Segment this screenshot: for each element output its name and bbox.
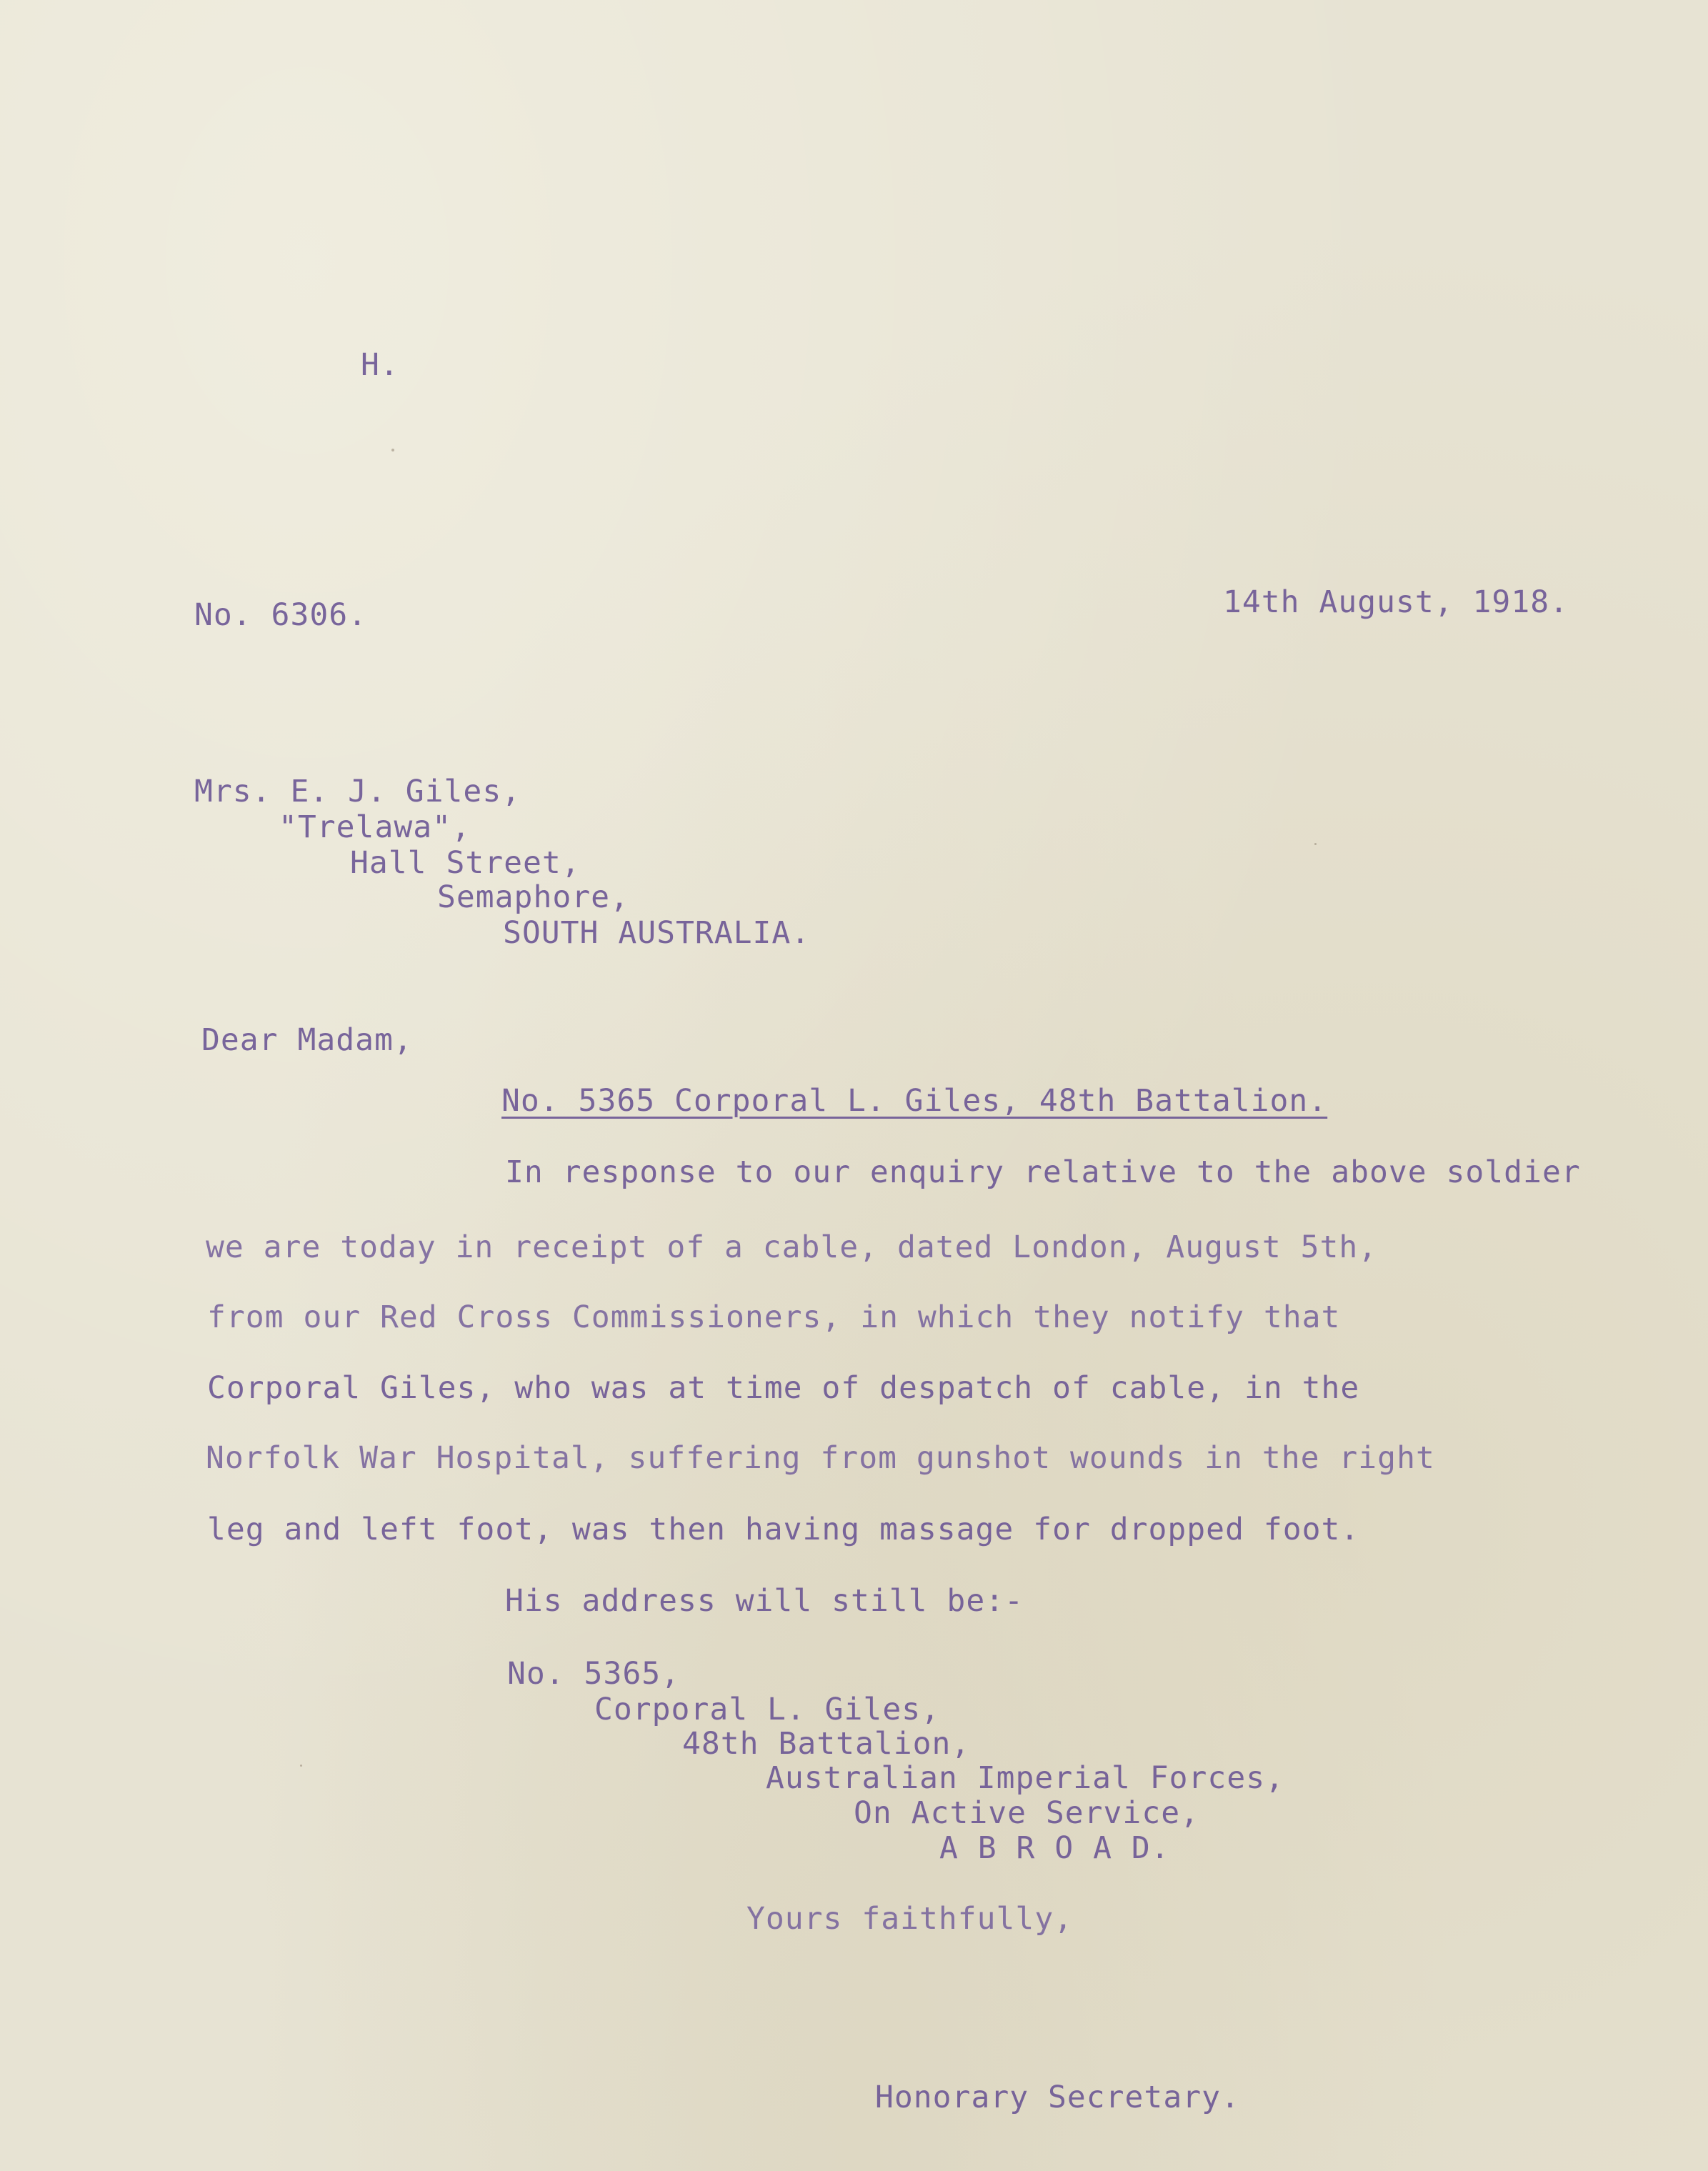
reference-number: No. 6306. <box>194 597 367 633</box>
body-line: we are today in receipt of a cable, dated London, August 5th, <box>206 1229 1378 1265</box>
body-line: from our Red Cross Commissioners, in which they notify that <box>207 1299 1341 1335</box>
soldier-address-line: Corporal L. Giles, <box>594 1692 940 1727</box>
soldier-address-line: No. 5365, <box>507 1656 680 1692</box>
soldier-address-line: 48th Battalion, <box>682 1726 971 1762</box>
recipient-line: Hall Street, <box>350 845 581 881</box>
body-line: leg and left foot, was then having massage for dropped foot. <box>207 1512 1360 1547</box>
subject-line: No. 5365 Corporal L. Giles, 48th Battalion. <box>501 1083 1328 1119</box>
letter-initial: H. <box>361 347 399 383</box>
address-intro: His address will still be:- <box>505 1583 1024 1619</box>
body-line: In response to our enquiry relative to the above soldier <box>505 1154 1581 1190</box>
closing: Yours faithfully, <box>746 1901 1074 1937</box>
recipient-line: "Trelawa", <box>279 809 471 845</box>
soldier-address-line: Australian Imperial Forces, <box>766 1760 1284 1796</box>
body-line: Corporal Giles, who was at time of despatch of cable, in the <box>207 1370 1360 1406</box>
paper-speck <box>300 1765 302 1767</box>
soldier-address-line: A B R O A D. <box>939 1830 1170 1866</box>
recipient-line: SOUTH AUSTRALIA. <box>503 915 811 951</box>
recipient-line: Mrs. E. J. Giles, <box>194 774 521 809</box>
soldier-address-line: On Active Service, <box>854 1795 1199 1831</box>
body-line: Norfolk War Hospital, suffering from gunshot wounds in the right <box>206 1440 1435 1476</box>
paper-speck <box>1314 843 1317 845</box>
letter-date: 14th August, 1918. <box>1223 584 1569 620</box>
salutation: Dear Madam, <box>201 1022 413 1058</box>
signature-title: Honorary Secretary. <box>875 2080 1240 2115</box>
recipient-line: Semaphore, <box>437 879 629 915</box>
paper-speck <box>391 449 394 451</box>
